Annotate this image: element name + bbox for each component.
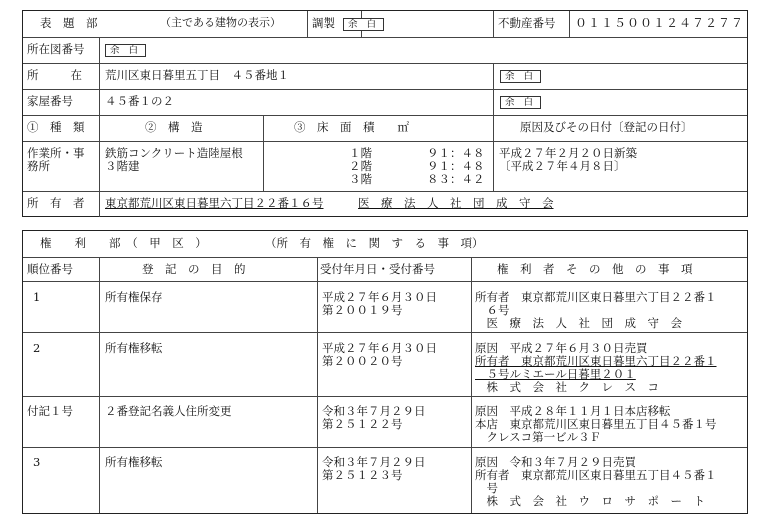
row3-uketsuke-no: 第２５１２２号 bbox=[322, 417, 403, 431]
row3-kenrisha-1: 原因 平成２８年１１月１日本店移転 bbox=[475, 404, 671, 418]
row2-kenrisha-1: 原因 平成２７年６月３０日売買 bbox=[475, 341, 648, 355]
chosei-stamp: 余 白 bbox=[343, 18, 384, 31]
row1-kenrisha-1: 所有者 東京都荒川区東日暮里六丁目２２番１ bbox=[475, 290, 717, 304]
kozo-line-1: 鉄筋コンクリート造陸屋根 bbox=[105, 146, 243, 160]
row2-kenrisha-2: 所有者 東京都荒川区東日暮里六丁目２２番１ bbox=[475, 354, 717, 368]
owner-address: 東京都荒川区東日暮里六丁目２２番１６号 bbox=[105, 196, 324, 210]
row3-kenrisha-3: クレスコ第一ビル３Ｆ bbox=[475, 430, 602, 444]
shurui-line-2: 務所 bbox=[27, 159, 50, 173]
kenri-title: 権 利 部 （ 甲 区 ） bbox=[40, 236, 207, 250]
row2-uketsuke-no: 第２００２０号 bbox=[322, 354, 403, 368]
shozai-value: 荒川区東日暮里五丁目 ４５番地１ bbox=[105, 68, 289, 82]
row1-mokuteki: 所有権保存 bbox=[105, 290, 163, 304]
hyodai-subtitle: （主である建物の表示） bbox=[160, 16, 281, 29]
row4-kenrisha-4: 株 式 会 社 ウ ロ サ ポ ー ト bbox=[475, 494, 705, 508]
genin-line-2: 〔平成２７年４月８日〕 bbox=[499, 159, 626, 173]
col-kenrisha: 権 利 者 そ の 他 の 事 項 bbox=[497, 262, 693, 276]
owner-label: 所 有 者 bbox=[27, 196, 85, 210]
col-kozo: ② 構 造 bbox=[145, 120, 203, 134]
row2-kenrisha-3: ５号ルミエール日暮里２０１ bbox=[475, 367, 636, 381]
row2-jun: 2 bbox=[33, 341, 41, 355]
area-3: ８３：４２ bbox=[427, 172, 485, 186]
col-uketsuke: 受付年月日・受付番号 bbox=[320, 262, 435, 276]
genin-line-1: 平成２７年２月２０日新築 bbox=[499, 146, 637, 160]
chosei-label: 調製 bbox=[312, 16, 335, 30]
row2-uketsuke-date: 平成２７年６月３０日 bbox=[322, 341, 437, 355]
row3-jun: 付記１号 bbox=[27, 404, 73, 418]
floor-1: １階 bbox=[349, 146, 372, 160]
kaoku-label: 家屋番号 bbox=[27, 94, 73, 108]
floor-2: ２階 bbox=[349, 159, 372, 173]
shozaizu-stamp: 余 白 bbox=[105, 44, 146, 57]
row4-kenrisha-3: 号 bbox=[475, 481, 498, 495]
kozo-line-2: ３階建 bbox=[105, 159, 140, 173]
row1-uketsuke-no: 第２００１９号 bbox=[322, 303, 403, 317]
owner-name: 医 療 法 人 社 団 成 守 会 bbox=[358, 196, 554, 210]
col-genin: 原因及びその日付〔登記の日付〕 bbox=[520, 120, 693, 134]
shozai-stamp: 余 白 bbox=[500, 70, 541, 83]
floor-3: ３階 bbox=[349, 172, 372, 186]
hyodai-title: 表 題 部 bbox=[40, 16, 98, 30]
kaoku-value: ４５番１の２ bbox=[105, 94, 174, 108]
row1-jun: 1 bbox=[33, 290, 41, 304]
col-shurui: ① 種 類 bbox=[27, 120, 85, 134]
shurui-line-1: 作業所・事 bbox=[27, 146, 85, 160]
row4-jun: 3 bbox=[33, 455, 41, 469]
row1-kenrisha-2: ６号 bbox=[475, 303, 510, 317]
row3-kenrisha-2: 本店 東京都荒川区東日暮里五丁目４５番１号 bbox=[475, 417, 717, 431]
row4-uketsuke-date: 令和３年７月２９日 bbox=[322, 455, 426, 469]
fudosan-number: ０１１５００１２４７２７７ bbox=[575, 16, 745, 30]
row1-uketsuke-date: 平成２７年６月３０日 bbox=[322, 290, 437, 304]
row2-mokuteki: 所有権移転 bbox=[105, 341, 163, 355]
col-mokuteki: 登 記 の 目 的 bbox=[142, 262, 246, 276]
hyodai-table bbox=[22, 10, 748, 217]
kenri-subtitle: （所 有 権 に 関 す る 事 項） bbox=[265, 236, 484, 250]
row1-kenrisha-3: 医 療 法 人 社 団 成 守 会 bbox=[475, 316, 682, 330]
row3-mokuteki: ２番登記名義人住所変更 bbox=[105, 404, 232, 418]
area-1: ９１：４８ bbox=[427, 146, 485, 160]
shozai-label: 所 在 bbox=[27, 68, 85, 82]
fudosan-label: 不動産番号 bbox=[498, 16, 556, 30]
shozaizu-label: 所在図番号 bbox=[27, 42, 85, 56]
row2-kenrisha-4: 株 式 会 社 ク レ ス コ bbox=[475, 380, 659, 394]
area-2: ９１：４８ bbox=[427, 159, 485, 173]
row3-uketsuke-date: 令和３年７月２９日 bbox=[322, 404, 426, 418]
kaoku-stamp: 余 白 bbox=[500, 96, 541, 109]
row4-kenrisha-1: 原因 令和３年７月２９日売買 bbox=[475, 455, 636, 469]
col-jun: 順位番号 bbox=[27, 262, 73, 276]
row4-uketsuke-no: 第２５１２３号 bbox=[322, 468, 403, 482]
row4-kenrisha-2: 所有者 東京都荒川区東日暮里五丁目４５番１ bbox=[475, 468, 717, 482]
col-yuka: ③ 床 面 積 ㎡ bbox=[294, 120, 409, 134]
row4-mokuteki: 所有権移転 bbox=[105, 455, 163, 469]
